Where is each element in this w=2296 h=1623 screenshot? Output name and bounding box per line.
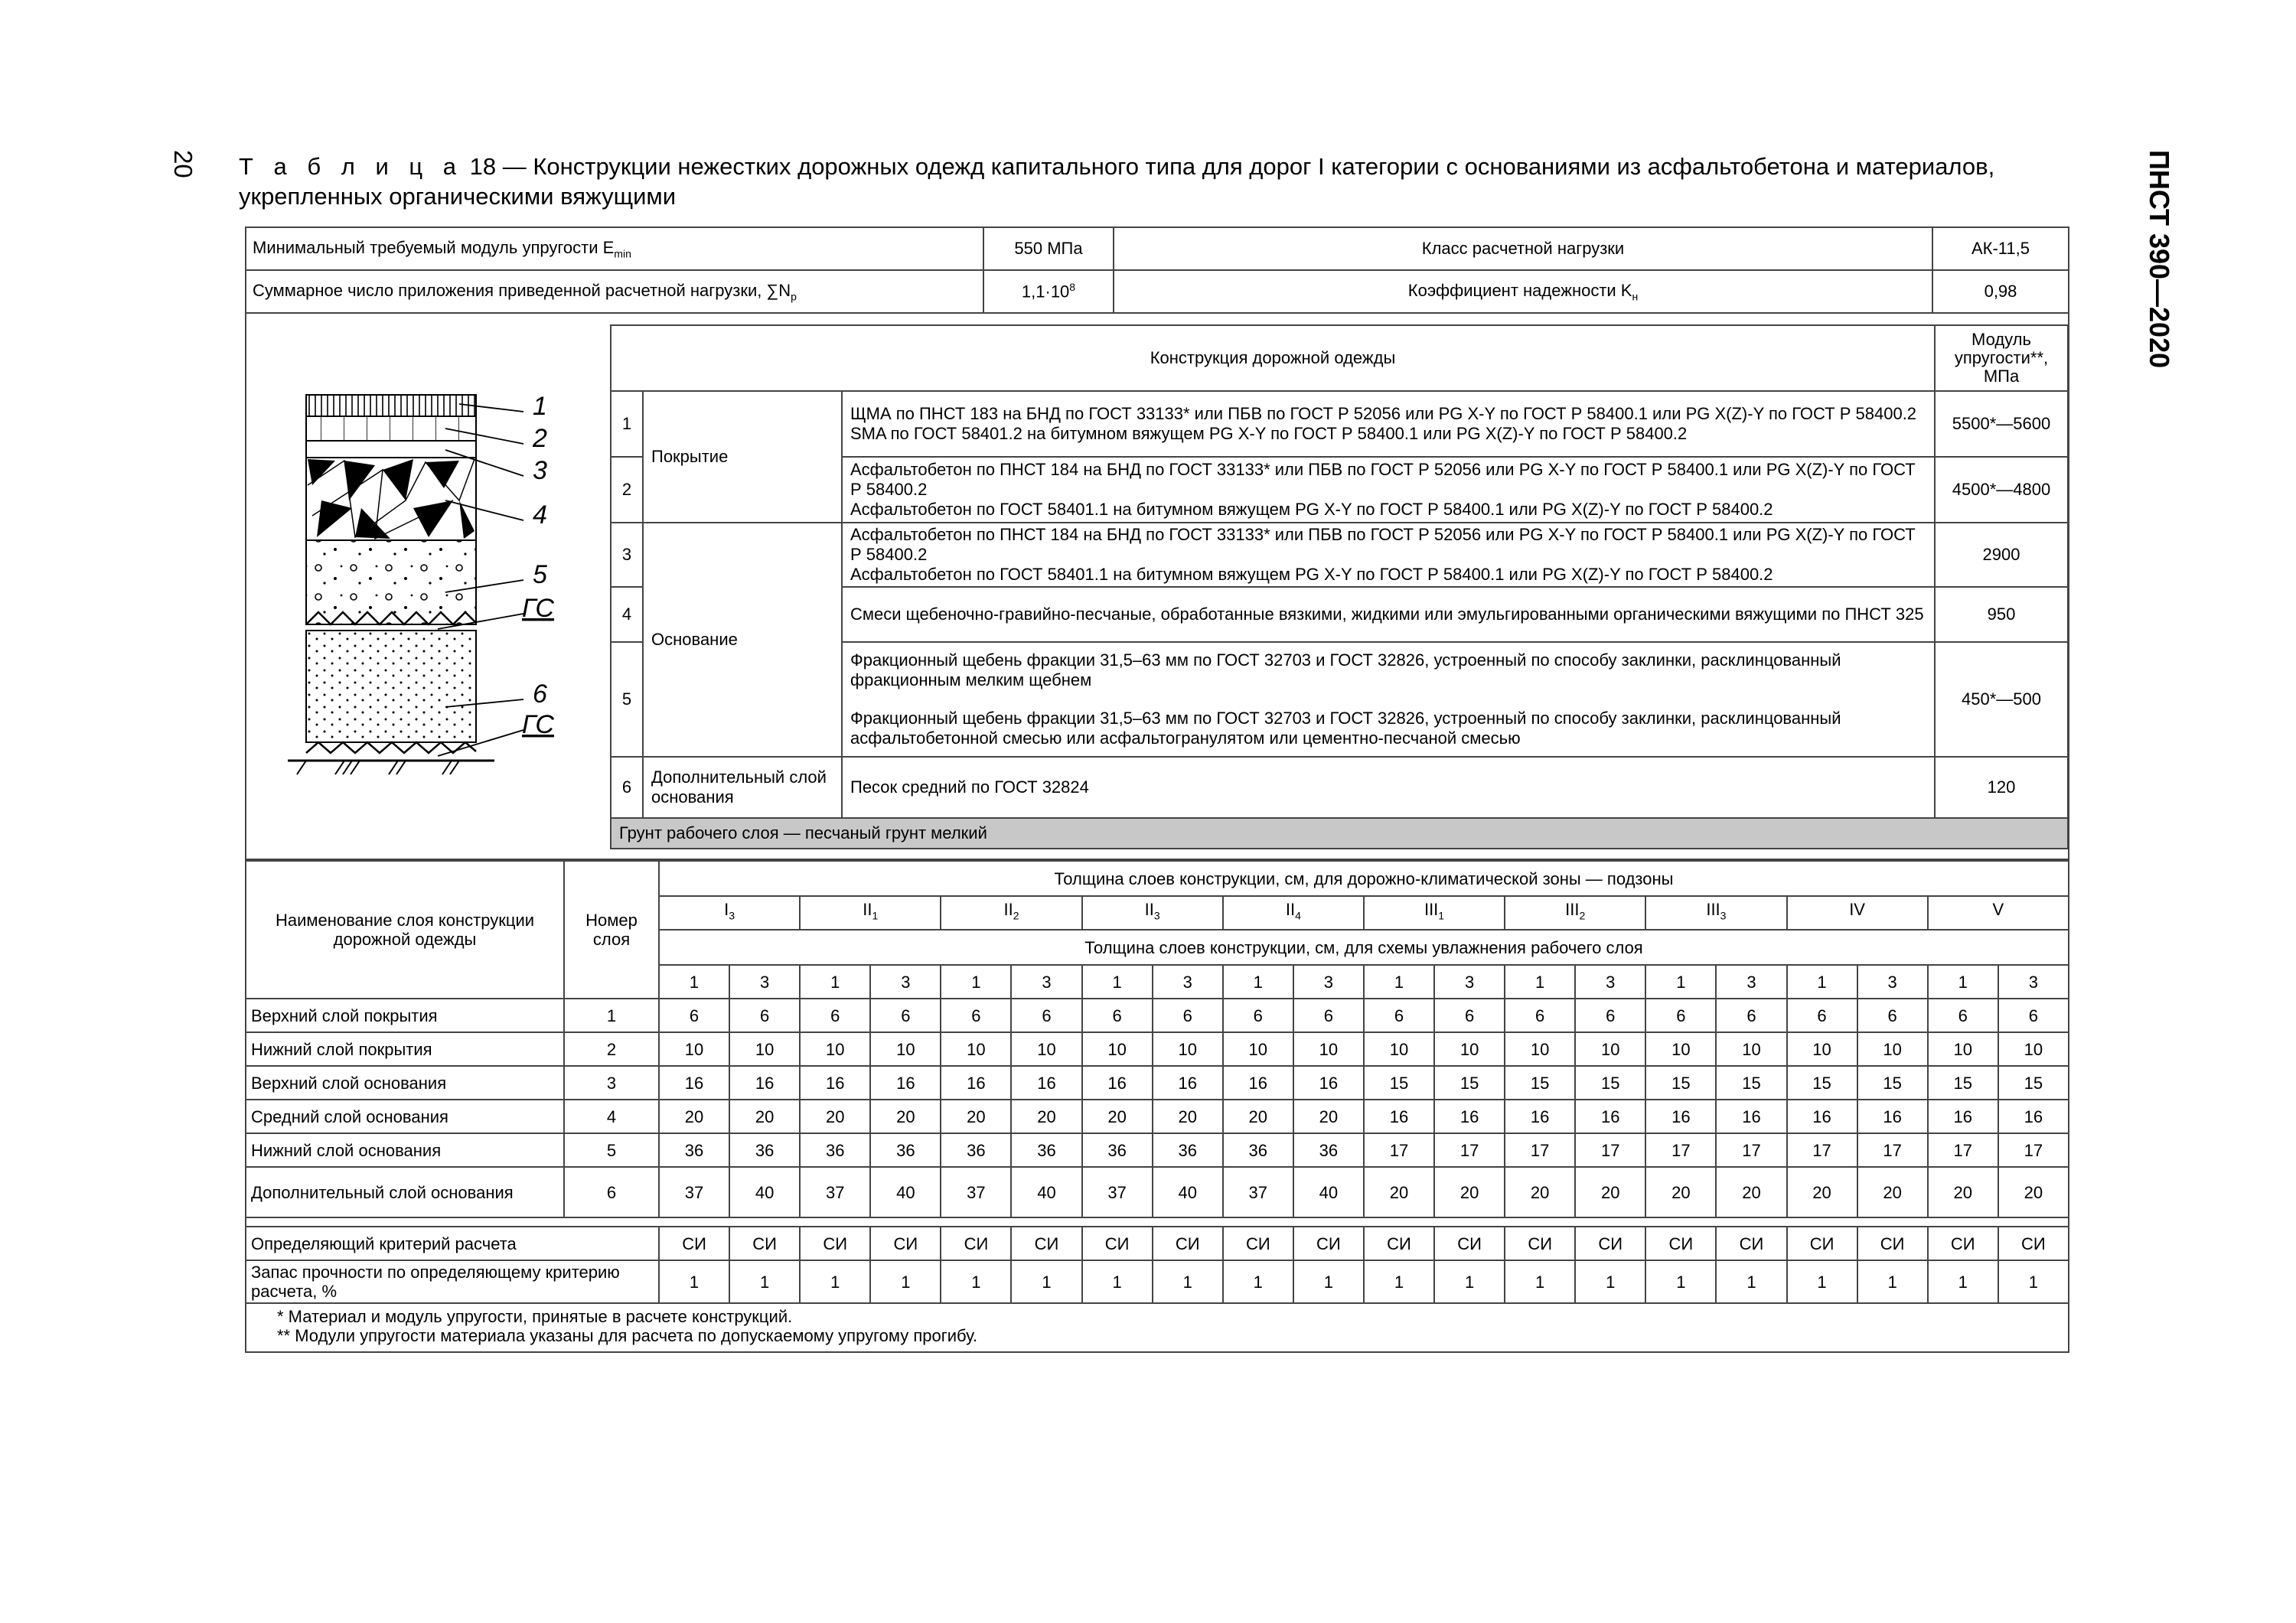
zone-label (941, 896, 1081, 930)
scheme-cell: 3 (1998, 965, 2069, 999)
layer-number: 3 (564, 1066, 659, 1100)
thickness-value: 40 (1011, 1167, 1081, 1217)
footnote: * Материал и модуль упругости, принятые в расчете конструкций. (277, 1307, 793, 1326)
thickness-value: 20 (659, 1100, 729, 1133)
thickness-value: 17 (1364, 1133, 1434, 1167)
thickness-value: 37 (941, 1167, 1011, 1217)
zone-main: IV (1849, 900, 1865, 920)
construction-row-num: 6 (611, 757, 643, 818)
scheme-cell: 1 (1505, 965, 1575, 999)
thickness-value: 6 (1364, 999, 1434, 1032)
reserve-value: 1 (1434, 1260, 1505, 1303)
emin-value: 550 МПа (983, 227, 1114, 270)
thickness-value: 16 (1928, 1100, 1998, 1133)
thickness-value: 37 (800, 1167, 870, 1217)
zone-label (1223, 896, 1364, 930)
layer-name: Верхний слой покрытия (246, 999, 564, 1032)
zone-label (1645, 896, 1786, 930)
thickness-value: 15 (1857, 1066, 1928, 1100)
table-row (246, 1100, 2069, 1133)
thickness-value: 6 (1082, 999, 1153, 1032)
scheme-cell: 1 (1787, 965, 1857, 999)
thickness-value: 16 (729, 1066, 800, 1100)
thickness-value: 20 (1082, 1100, 1153, 1133)
criterion-value: СИ (659, 1227, 729, 1260)
construction-row-desc: Фракционный щебень фракции 31,5–63 мм по ГОСТ 32703 и ГОСТ 32826, устроенный по способу заклинки, расклинцованный фракционным мелким щебнем Фракционный щебень фракции 31,5–63 мм по ГОСТ 32703 и ГОСТ 32826, устроенный по способу заклинки, расклинцованный асфальтобетонной смесью или асфальтогранулятом или цементно-песчаной смесью (842, 642, 1935, 757)
construction-row-desc: ЩМА по ПНСТ 183 на БНД по ГОСТ 33133* или ПБВ по ГОСТ Р 52056 или PG X-Y по ГОСТ Р 58400.1 или PG X(Z)-Y по ГОСТ Р 58400.2 SMA по ГОСТ 58401.2 на битумном вяжущем PG X-Y по ГОСТ Р 58400.1 или PG X(Z)-Y по ГОСТ Р 58400.2 (842, 391, 1935, 457)
thickness-value: 10 (1645, 1032, 1716, 1066)
reserve-value: 1 (1998, 1260, 2069, 1303)
table-row (246, 1167, 2069, 1217)
diagram-label-1: 1 (533, 392, 547, 421)
layer-name: Дополнительный слой основания (246, 1167, 564, 1217)
document-code: ПНСТ 390—2020 (2144, 150, 2175, 369)
thickness-value: 10 (941, 1032, 1011, 1066)
reserve-value: 1 (729, 1260, 800, 1303)
construction-row-modulus: 5500*—5600 (1935, 391, 2068, 457)
criterion-value: СИ (1575, 1227, 1645, 1260)
zone-sub: 3 (729, 909, 735, 922)
reserve-value: 1 (1223, 1260, 1293, 1303)
thickness-value: 16 (1787, 1100, 1857, 1133)
zone-main: I (724, 900, 729, 920)
construction-row-modulus: 450*—500 (1935, 642, 2068, 757)
thickness-value: 20 (941, 1100, 1011, 1133)
reserve-value: 1 (1787, 1260, 1857, 1303)
thickness-value: 6 (800, 999, 870, 1032)
zone-main: II (1144, 900, 1154, 920)
thickness-value: 37 (1082, 1167, 1153, 1217)
zone-main: III (1424, 900, 1439, 920)
thickness-value: 20 (729, 1100, 800, 1133)
table-row (246, 1133, 2069, 1167)
zone-label (1928, 896, 2069, 930)
reserve-value: 1 (1364, 1260, 1434, 1303)
thickness-value: 15 (1575, 1066, 1645, 1100)
reserve-value: 1 (1928, 1260, 1998, 1303)
layer-number: 1 (564, 999, 659, 1032)
footnotes (246, 1303, 2069, 1352)
diagram-label-4: 4 (533, 500, 547, 530)
criterion-value: СИ (800, 1227, 870, 1260)
thickness-value: 36 (1153, 1133, 1223, 1167)
reliability-value: 0,98 (1932, 270, 2069, 313)
criterion-value: СИ (941, 1227, 1011, 1260)
zone-label (800, 896, 941, 930)
criterion-value: СИ (1434, 1227, 1505, 1260)
criterion-value: СИ (1011, 1227, 1081, 1260)
construction-group-base: Основание (643, 523, 842, 757)
layer-number: 5 (564, 1133, 659, 1167)
layer-1-top-coat (306, 395, 476, 416)
thickness-value: 16 (1575, 1100, 1645, 1133)
thickness-value: 20 (1998, 1167, 2069, 1217)
reserve-value: 1 (1645, 1260, 1716, 1303)
thickness-value: 17 (1928, 1133, 1998, 1167)
diagram-label-gs-1: ГС (522, 594, 554, 623)
thickness-value: 16 (1505, 1100, 1575, 1133)
layer-number: 6 (564, 1167, 659, 1217)
np-value-cell: $1,1\cdot 10^8$ (983, 270, 1114, 313)
geosynthetic-2 (306, 742, 476, 753)
thickness-value: 16 (1011, 1066, 1081, 1100)
scheme-cell: 3 (1716, 965, 1786, 999)
thickness-value: 17 (1645, 1133, 1716, 1167)
thickness-value: 10 (1857, 1032, 1928, 1066)
table-row (246, 1032, 2069, 1066)
scheme-cell: 1 (1223, 965, 1293, 999)
thickness-value: 10 (1575, 1032, 1645, 1066)
construction-row-modulus: 4500*—4800 (1935, 457, 2068, 523)
reserve-value: 1 (1011, 1260, 1081, 1303)
zone-sub: 3 (1153, 909, 1160, 922)
scheme-cell: 3 (1153, 965, 1223, 999)
scheme-cell: 3 (1293, 965, 1364, 999)
zone-main: II (1285, 900, 1296, 920)
thickness-value: 15 (1787, 1066, 1857, 1100)
layer-name: Нижний слой покрытия (246, 1032, 564, 1066)
thickness-value: 20 (1575, 1167, 1645, 1217)
thickness-value: 17 (1787, 1133, 1857, 1167)
thickness-value: 16 (800, 1066, 870, 1100)
zone-label (1364, 896, 1505, 930)
thickness-value: 20 (870, 1100, 941, 1133)
thickness-value: 17 (1505, 1133, 1575, 1167)
thickness-value: 10 (659, 1032, 729, 1066)
thickness-value: 20 (1153, 1100, 1223, 1133)
thickness-value: 36 (870, 1133, 941, 1167)
thickness-value: 16 (1223, 1066, 1293, 1100)
construction-row-num: 5 (611, 642, 643, 757)
thickness-value: 37 (659, 1167, 729, 1217)
scheme-cell: 1 (1645, 965, 1716, 999)
layer-name: Верхний слой основания (246, 1066, 564, 1100)
thickness-value: 20 (1857, 1167, 1928, 1217)
thickness-value: 36 (1011, 1133, 1081, 1167)
criterion-value: СИ (1505, 1227, 1575, 1260)
zone-main: II (863, 900, 872, 920)
thickness-value: 10 (729, 1032, 800, 1066)
scheme-cell: 1 (1082, 965, 1153, 999)
reserve-value: 1 (1716, 1260, 1786, 1303)
construction-title: Конструкция дорожной одежды (611, 325, 1935, 391)
thickness-value: 6 (659, 999, 729, 1032)
thickness-value: 15 (1998, 1066, 2069, 1100)
criterion-value: СИ (870, 1227, 941, 1260)
thickness-value: 20 (800, 1100, 870, 1133)
zone-sub: 3 (1720, 909, 1727, 922)
reserve-value: 1 (800, 1260, 870, 1303)
zone-sub: 4 (1295, 909, 1301, 922)
thickness-value: 6 (729, 999, 800, 1032)
criterion-value: СИ (1857, 1227, 1928, 1260)
thickness-value: 6 (1223, 999, 1293, 1032)
reserve-value: 1 (1082, 1260, 1153, 1303)
thickness-value: 10 (1787, 1032, 1857, 1066)
construction-row-num: 4 (611, 587, 643, 642)
criterion-value: СИ (1716, 1227, 1786, 1260)
layer-4-middle-base (306, 458, 476, 540)
thickness-value: 17 (1998, 1133, 2069, 1167)
thickness-value: 10 (1434, 1032, 1505, 1066)
caption-text: 18 — Конструкции нежестких дорожных одежд капитального типа для дорог I категории с основаниями из асфальтобетона и материалов, укрепленных органическими вяжущими (239, 153, 1995, 210)
scheme-cell: 1 (1364, 965, 1434, 999)
reserve-value: 1 (1857, 1260, 1928, 1303)
thickness-value: 15 (1645, 1066, 1716, 1100)
thickness-value: 6 (1645, 999, 1716, 1032)
thickness-value: 6 (1011, 999, 1081, 1032)
scheme-cell: 3 (1011, 965, 1081, 999)
scheme-cell: 3 (729, 965, 800, 999)
pavement-cross-section-diagram (276, 386, 597, 784)
layer-6-additional-base (306, 631, 476, 742)
thickness-value: 6 (870, 999, 941, 1032)
thickness-value: 10 (1293, 1032, 1364, 1066)
layer-name-header: Наименование слоя конструкции дорожной одежды (246, 861, 564, 999)
construction-row-modulus: 120 (1935, 757, 2068, 818)
diagram-label-5: 5 (533, 560, 547, 589)
table-row (246, 1066, 2069, 1100)
thickness-value: 16 (1998, 1100, 2069, 1133)
thickness-value: 16 (1082, 1066, 1153, 1100)
thickness-value: 40 (729, 1167, 800, 1217)
design-parameters-table (245, 227, 2069, 314)
thickness-value: 6 (1505, 999, 1575, 1032)
thickness-value: 16 (1293, 1066, 1364, 1100)
criterion-value: СИ (1928, 1227, 1998, 1260)
thickness-value: 10 (870, 1032, 941, 1066)
reserve-value: 1 (870, 1260, 941, 1303)
subgrade-soil: Грунт рабочего слоя — песчаный грунт мелкий (611, 818, 2068, 849)
layer-2-bottom-coat (306, 416, 476, 441)
scheme-cell: 1 (941, 965, 1011, 999)
thickness-value: 15 (1928, 1066, 1998, 1100)
zone-sub: 2 (1013, 909, 1019, 922)
thickness-value: 17 (1434, 1133, 1505, 1167)
thickness-value: 6 (1787, 999, 1857, 1032)
caption-label: Т а б л и ц а (239, 153, 464, 180)
thickness-value: 20 (1364, 1167, 1434, 1217)
thickness-value: 16 (1716, 1100, 1786, 1133)
thickness-value: 20 (1011, 1100, 1081, 1133)
criterion-value: СИ (729, 1227, 800, 1260)
scheme-cell: 1 (1928, 965, 1998, 999)
thickness-value: 20 (1434, 1167, 1505, 1217)
thickness-value: 16 (659, 1066, 729, 1100)
criterion-value: СИ (1082, 1227, 1153, 1260)
thickness-value: 36 (1082, 1133, 1153, 1167)
zone-label (1787, 896, 1928, 930)
zone-label (1082, 896, 1223, 930)
scheme-cell: 3 (870, 965, 941, 999)
scheme-cell: 1 (659, 965, 729, 999)
table-caption (239, 152, 2076, 211)
thickness-value: 15 (1716, 1066, 1786, 1100)
thickness-value: 15 (1364, 1066, 1434, 1100)
thickness-value: 17 (1716, 1133, 1786, 1167)
thickness-value: 20 (1505, 1167, 1575, 1217)
criterion-value: СИ (1223, 1227, 1293, 1260)
layer-thickness-table (245, 860, 2069, 1353)
diagram-label-gs-2: ГС (522, 710, 554, 739)
pavement-construction-table (610, 324, 2069, 849)
thickness-value: 10 (1223, 1032, 1293, 1066)
reserve-value: 1 (659, 1260, 729, 1303)
thickness-value: 17 (1575, 1133, 1645, 1167)
reliability-label-cell: Коэффициент надежности $K_н$ (1114, 270, 1932, 313)
criterion-value: СИ (1364, 1227, 1434, 1260)
thickness-value: 40 (870, 1167, 941, 1217)
thickness-value: 40 (1153, 1167, 1223, 1217)
thickness-value: 17 (1857, 1133, 1928, 1167)
zone-label (659, 896, 800, 930)
construction-row-modulus: 950 (1935, 587, 2068, 642)
thickness-value: 15 (1434, 1066, 1505, 1100)
construction-row-desc: Асфальтобетон по ПНСТ 184 на БНД по ГОСТ 33133* или ПБВ по ГОСТ Р 52056 или PG X-Y по ГОСТ Р 58400.1 или PG X(Z)-Y по ГОСТ Р 58400.2 Асфальтобетон по ГОСТ 58401.1 на битумном вяжущем PG X-Y по ГОСТ Р 58400.1 или PG X(Z)-Y по ГОСТ Р 58400.2 (842, 523, 1935, 587)
diagram-label-3: 3 (533, 456, 547, 485)
criterion-value: СИ (1293, 1227, 1364, 1260)
thickness-value: 10 (1011, 1032, 1081, 1066)
thickness-value: 20 (1293, 1100, 1364, 1133)
thickness-value: 36 (941, 1133, 1011, 1167)
zone-sub: 2 (1579, 909, 1586, 922)
page-number: 20 (169, 150, 197, 178)
thickness-value: 36 (659, 1133, 729, 1167)
criterion-value: СИ (1787, 1227, 1857, 1260)
zone-main: V (1992, 900, 2004, 920)
construction-row-num: 2 (611, 457, 643, 523)
thickness-value: 6 (1575, 999, 1645, 1032)
thickness-value: 16 (1434, 1100, 1505, 1133)
thickness-value: 36 (1293, 1133, 1364, 1167)
thickness-value: 6 (1153, 999, 1223, 1032)
layer-3-upper-base (306, 441, 476, 458)
np-label-cell: Суммарное число приложения приведенной расчетной нагрузки, $\sum N_p$ (246, 270, 983, 313)
thickness-value: 20 (1223, 1100, 1293, 1133)
thickness-value: 40 (1293, 1167, 1364, 1217)
thickness-value: 10 (1928, 1032, 1998, 1066)
thickness-value: 6 (1716, 999, 1786, 1032)
construction-group-additional: Дополнительный слой основания (643, 757, 842, 818)
construction-row-desc: Асфальтобетон по ПНСТ 184 на БНД по ГОСТ 33133* или ПБВ по ГОСТ Р 52056 или PG X-Y по ГОСТ Р 58400.1 или PG X(Z)-Y по ГОСТ Р 58400.2 Асфальтобетон по ГОСТ 58401.1 на битумном вяжущем PG X-Y по ГОСТ Р 58400.1 или PG X(Z)-Y по ГОСТ Р 58400.2 (842, 457, 1935, 523)
layer-name: Нижний слой основания (246, 1133, 564, 1167)
construction-group-cover: Покрытие (643, 391, 842, 523)
thickness-value: 16 (1857, 1100, 1928, 1133)
thickness-value: 16 (870, 1066, 941, 1100)
zone-main: III (1706, 900, 1720, 920)
subgrade-ground-line (288, 761, 494, 774)
thickness-value: 6 (941, 999, 1011, 1032)
thickness-value: 16 (941, 1066, 1011, 1100)
table-row (246, 999, 2069, 1032)
thickness-value: 20 (1716, 1167, 1786, 1217)
thickness-value: 20 (1645, 1167, 1716, 1217)
thickness-value: 10 (1998, 1032, 2069, 1066)
scheme-cell: 3 (1575, 965, 1645, 999)
thickness-value: 10 (1082, 1032, 1153, 1066)
layer-number: 4 (564, 1100, 659, 1133)
criterion-label: Определяющий критерий расчета (246, 1227, 659, 1260)
footnote: ** Модули упругости материала указаны для расчета по допускаемому упругому прогибу. (277, 1326, 978, 1345)
zone-header: Толщина слоев конструкции, см, для дорожно-климатической зоны — подзоны (659, 861, 2069, 896)
load-class-label: Класс расчетной нагрузки (1114, 227, 1932, 270)
reserve-value: 1 (941, 1260, 1011, 1303)
layer-number: 2 (564, 1032, 659, 1066)
reserve-value: 1 (1153, 1260, 1223, 1303)
reserve-value: 1 (1575, 1260, 1645, 1303)
reserve-value: 1 (1505, 1260, 1575, 1303)
thickness-value: 6 (1998, 999, 2069, 1032)
scheme-cell: 1 (800, 965, 870, 999)
zone-main: III (1565, 900, 1580, 920)
thickness-value: 36 (1223, 1133, 1293, 1167)
diagram-label-2: 2 (533, 424, 547, 453)
load-class-value: АК-11,5 (1932, 227, 2069, 270)
criterion-value: СИ (1645, 1227, 1716, 1260)
thickness-value: 16 (1153, 1066, 1223, 1100)
zone-sub: 1 (1438, 909, 1445, 922)
construction-row-num: 1 (611, 391, 643, 457)
zone-label (1505, 896, 1645, 930)
layer-number-header: Номер слоя (564, 861, 659, 999)
thickness-value: 10 (1716, 1032, 1786, 1066)
thickness-value: 10 (1505, 1032, 1575, 1066)
thickness-value: 37 (1223, 1167, 1293, 1217)
thickness-value: 10 (1364, 1032, 1434, 1066)
thickness-value: 36 (800, 1133, 870, 1167)
construction-row-desc: Смеси щебеночно-гравийно-песчаные, обработанные вязкими, жидкими или эмульгированными органическими вяжущими по ПНСТ 325 (842, 587, 1935, 642)
diagram-label-6: 6 (533, 680, 547, 709)
thickness-value: 15 (1505, 1066, 1575, 1100)
zone-sub: 1 (872, 909, 879, 922)
thickness-value: 16 (1364, 1100, 1434, 1133)
thickness-value: 20 (1928, 1167, 1998, 1217)
construction-row-num: 3 (611, 523, 643, 587)
scheme-cell: 3 (1857, 965, 1928, 999)
emin-label-cell: Минимальный требуемый модуль упругости $E_{min}$ (246, 227, 983, 270)
layer-name: Средний слой основания (246, 1100, 564, 1133)
criterion-value: СИ (1998, 1227, 2069, 1260)
modulus-header: Модуль упругости**, МПа (1935, 325, 2068, 391)
reserve-value: 1 (1293, 1260, 1364, 1303)
scheme-header: Толщина слоев конструкции, см, для схемы увлажнения рабочего слоя (659, 930, 2069, 965)
zone-main: II (1003, 900, 1013, 920)
thickness-value: 10 (800, 1032, 870, 1066)
reserve-label: Запас прочности по определяющему критерию расчета, % (246, 1260, 659, 1303)
criterion-value: СИ (1153, 1227, 1223, 1260)
construction-row-modulus: 2900 (1935, 523, 2068, 587)
thickness-value: 6 (1293, 999, 1364, 1032)
spacer-row (246, 1217, 2069, 1227)
thickness-value: 6 (1434, 999, 1505, 1032)
thickness-value: 6 (1857, 999, 1928, 1032)
thickness-value: 36 (729, 1133, 800, 1167)
thickness-value: 16 (1645, 1100, 1716, 1133)
thickness-value: 6 (1928, 999, 1998, 1032)
thickness-value: 10 (1153, 1032, 1223, 1066)
scheme-cell: 3 (1434, 965, 1505, 999)
construction-row-desc: Песок средний по ГОСТ 32824 (842, 757, 1935, 818)
thickness-value: 20 (1787, 1167, 1857, 1217)
